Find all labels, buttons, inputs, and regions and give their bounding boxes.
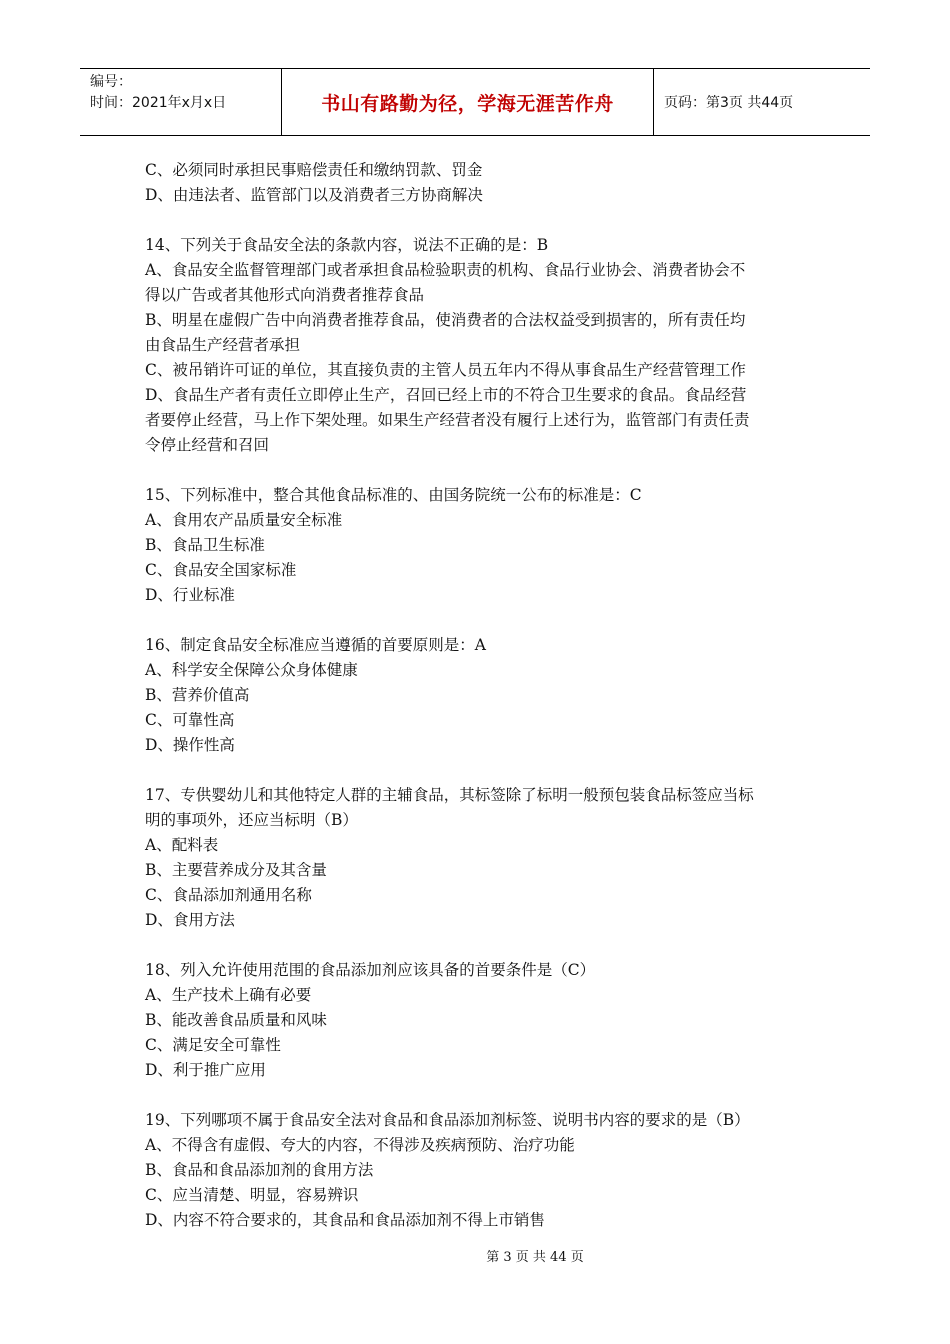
text-line: C、可靠性高 [145,711,235,729]
question-block [145,233,815,458]
text-line: B、能改善食品质量和风味 [145,1011,327,1029]
text-line: C、被吊销许可证的单位，其直接负责的主管人员五年内不得从事食品生产经营管理工作 [145,361,746,379]
text-line: B、营养价值高 [145,686,250,704]
text-line: 14、下列关于食品安全法的条款内容，说法不正确的是：B [145,236,549,254]
text-line: A、科学安全保障公众身体健康 [145,661,358,679]
text-line: D、食用方法 [145,911,235,929]
text-line: A、生产技术上确有必要 [145,986,312,1004]
question-block [145,483,815,608]
text-line: D、食品生产者有责任立即停止生产，召回已经上市的不符合卫生要求的食品。食品经营 [145,386,747,404]
text-line: 18、列入允许使用范围的食品添加剂应该具备的首要条件是（C） [145,961,596,979]
code-label: 编号： [90,74,132,90]
question-block [145,783,815,933]
text-line: A、配料表 [145,836,219,854]
text-line: B、食品和食品添加剂的食用方法 [145,1161,374,1179]
text-line: B、主要营养成分及其含量 [145,861,327,879]
text-line: 者要停止经营，马上作下架处理。如果生产经营者没有履行上述行为，监管部门有责任责 [145,411,750,429]
text-line: D、操作性高 [145,736,235,754]
text-line: 16、制定食品安全标准应当遵循的首要原则是：A [145,636,486,654]
text-line: D、行业标准 [145,586,235,604]
text-line: A、食用农产品质量安全标准 [145,511,343,529]
text-line: 19、下列哪项不属于食品安全法对食品和食品添加剂标签、说明书内容的要求的是（B） [145,1111,750,1129]
text-line: B、食品卫生标准 [145,536,265,554]
text-line: C、食品添加剂通用名称 [145,886,312,904]
text-line: 得以广告或者其他形式向消费者推荐食品 [145,286,425,304]
text-line: C、满足安全可靠性 [145,1036,281,1054]
text-line: D、由违法者、监管部门以及消费者三方协商解决 [145,186,483,204]
text-line: A、食品安全监督管理部门或者承担食品检验职责的机构、食品行业协会、消费者协会不 [145,261,746,279]
text-line: 由食品生产经营者承担 [145,336,301,354]
question-block [145,958,815,1083]
document-body [145,158,815,1258]
text-line: 15、下列标准中，整合其他食品标准的、由国务院统一公布的标准是：C [145,486,642,504]
text-line: D、利于推广应用 [145,1061,266,1079]
text-line: C、必须同时承担民事赔偿责任和缴纳罚款、罚金 [145,161,483,179]
text-line: D、内容不符合要求的，其食品和食品添加剂不得上市销售 [145,1211,545,1229]
page-header [80,68,870,136]
question-block [145,1108,815,1233]
text-line: C、应当清楚、明显，容易辨识 [145,1186,359,1204]
page-footer: 第 3 页 共 44 页 [486,1250,584,1265]
header-meta [80,69,282,135]
text-line: A、不得含有虚假、夸大的内容，不得涉及疾病预防、治疗功能 [145,1136,575,1154]
header-page-info: 页码：第3页 共44页 [664,95,794,111]
text-line: 令停止经营和召回 [145,436,270,454]
text-line: C、食品安全国家标准 [145,561,297,579]
date-line: 时间：2021年x月x日 [90,95,227,111]
text-line: 明的事项外，还应当标明（B） [145,811,358,829]
text-line: B、明星在虚假广告中向消费者推荐食品，使消费者的合法权益受到损害的，所有责任均 [145,311,746,329]
question-block [145,158,815,208]
text-line: 17、专供婴幼儿和其他特定人群的主辅食品，其标签除了标明一般预包装食品标签应当标 [145,786,754,804]
question-block [145,633,815,758]
header-motto: 书山有路勤为径，学海无涯苦作舟 [282,69,654,135]
